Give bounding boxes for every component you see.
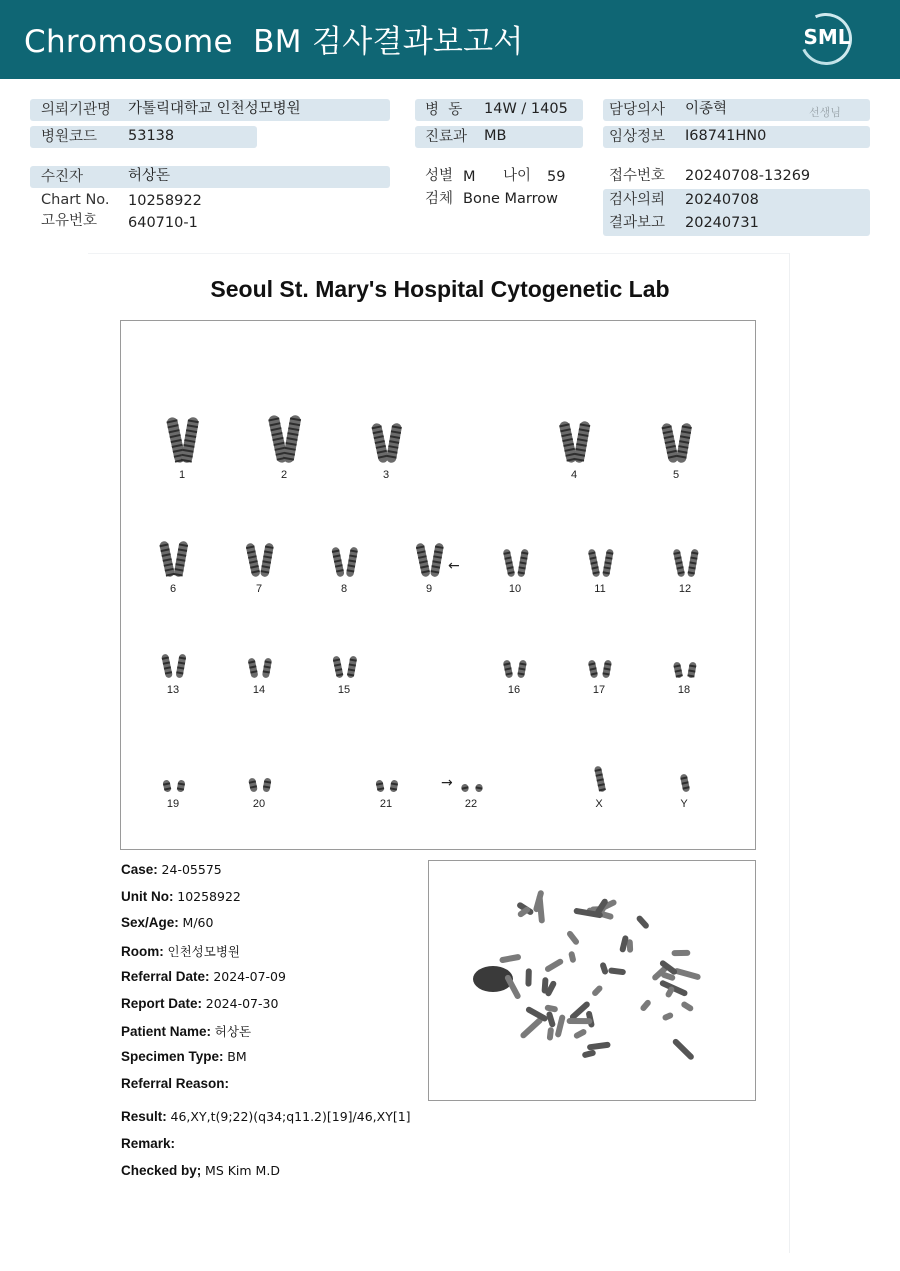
metaphase-chromosome [544, 958, 564, 973]
metaphase-chromosome [499, 954, 521, 964]
hospital-code-label: 병원코드 [41, 129, 98, 145]
chromosome-label-21: 21 [379, 798, 393, 810]
checked-by-field [121, 1163, 280, 1178]
chromosome-pair-12 [673, 549, 699, 578]
sex-value: M [463, 169, 476, 185]
metaphase-chromosome [547, 1027, 555, 1041]
chromosome-pair-11 [588, 549, 614, 578]
chr22-arrow-icon: → [441, 775, 453, 791]
chromosome-pair-8 [331, 547, 358, 578]
ward-label: 병 동 [425, 102, 463, 118]
chromatid [262, 777, 271, 792]
report-header [0, 0, 900, 79]
chromosome-label-X: X [595, 798, 603, 810]
chromosome-pair-7 [245, 542, 274, 577]
chromosome-label-17: 17 [592, 684, 606, 696]
chromosome-pair-17 [588, 659, 612, 678]
unique-no-label: 고유번호 [41, 213, 98, 229]
logo-text: SML [803, 25, 851, 49]
chromosome-pair-6 [159, 540, 189, 577]
metaphase-chromosome [672, 1038, 696, 1061]
chromatid [177, 779, 186, 792]
sml-logo [800, 13, 854, 67]
chromosome-pair-14 [247, 657, 272, 678]
receipt-no-label: 접수번호 [609, 168, 666, 184]
metaphase-chromosome [582, 1049, 597, 1058]
patient-value: 허상돈 [128, 168, 171, 184]
report-date-label: Report Date: [121, 996, 203, 1011]
department-label: 진료과 [425, 129, 468, 145]
result-report-label: 결과보고 [609, 215, 666, 231]
patient-pill [30, 166, 390, 188]
metaphase-chromosome [639, 999, 652, 1013]
chromosome-label-9: 9 [425, 583, 433, 595]
chromosome-pair-2 [268, 414, 302, 463]
chromosome-pair-Y [680, 773, 691, 792]
doctor-label: 담당의사 [609, 102, 666, 118]
metaphase-chromosome [568, 951, 577, 964]
unit-no-value: 10258922 [177, 889, 241, 904]
hospital-code-value: 53138 [128, 128, 175, 144]
report-title: Chromosome BM 검사결과보고서 [24, 24, 524, 60]
chromosome-label-12: 12 [678, 583, 692, 595]
metaphase-chromosome [566, 930, 580, 946]
chromosome-pair-3 [371, 422, 402, 463]
chromosome-pair-4 [558, 420, 590, 463]
referral-reason-field [121, 1076, 229, 1091]
test-request-label: 검사의뢰 [609, 192, 666, 208]
chromosome-pair-1 [166, 416, 200, 463]
doctor-value: 이종혁 [685, 101, 728, 117]
chromosome-label-7: 7 [255, 583, 263, 595]
sex-age-field [121, 915, 213, 930]
case-label: Case: [121, 862, 158, 877]
metaphase-chromosome [673, 967, 701, 980]
chromosome-label-Y: Y [680, 798, 688, 810]
chromosome-pair-22 [461, 783, 483, 792]
remark-field [121, 1136, 175, 1151]
chromosome-pair-16 [503, 659, 527, 678]
metaphase-chromosome [541, 977, 548, 994]
chromosome-pair-13 [161, 654, 186, 679]
chromatid [375, 779, 384, 792]
unit-no-label: Unit No: [121, 889, 174, 904]
referral-date-value: 2024-07-09 [213, 969, 286, 984]
sex-age-label: Sex/Age: [121, 915, 179, 930]
patient-name-label: Patient Name: [121, 1024, 212, 1039]
room-label: Room: [121, 944, 164, 959]
chromosome-label-18: 18 [677, 684, 691, 696]
metaphase-chromosome [555, 1014, 566, 1038]
specimen-type-field [121, 1049, 247, 1064]
age-value: 59 [547, 169, 566, 185]
chromosome-label-10: 10 [508, 583, 522, 595]
chromosome-label-20: 20 [252, 798, 266, 810]
chromatid [162, 779, 171, 792]
room-field [121, 942, 240, 960]
clinical-info-label: 임상정보 [609, 129, 666, 145]
chromosome-label-16: 16 [507, 684, 521, 696]
chart-no-label: Chart No. [41, 192, 110, 208]
chromosome-label-5: 5 [672, 469, 680, 481]
referral-reason-label: Referral Reason: [121, 1076, 230, 1091]
sex-age-value: M/60 [182, 915, 214, 930]
department-value: MB [484, 128, 507, 144]
chromosome-pair-15 [332, 656, 357, 679]
ward-value: 14W / 1405 [484, 101, 568, 117]
age-label: 나이 [503, 168, 532, 184]
referral-date-field [121, 969, 286, 984]
lab-title: Seoul St. Mary's Hospital Cytogenetic Lab [210, 276, 670, 302]
report-date-field [121, 996, 278, 1011]
metaphase-chromosome [608, 967, 626, 975]
patient-name-value: 허상돈 [214, 1024, 252, 1039]
requesting-org-label: 의뢰기관명 [41, 102, 112, 118]
chromosome-label-22: 22 [464, 798, 478, 810]
specimen-type-value: BM [227, 1049, 247, 1064]
metaphase-chromosome [635, 914, 650, 929]
result-label: Result: [121, 1109, 167, 1124]
result-report-value: 20240731 [685, 215, 759, 231]
case-field [121, 862, 222, 877]
chromosome-pair-19 [162, 779, 185, 792]
chart-no-value: 10258922 [128, 193, 202, 209]
metaphase-chromosome [519, 1016, 544, 1039]
chromatid [390, 779, 399, 792]
chromatid [248, 777, 258, 792]
metaphase-chromosome [525, 968, 531, 986]
chr9-arrow-icon: ← [448, 558, 460, 574]
checked-by-value: MS Kim M.D [205, 1163, 280, 1178]
chromosome-label-14: 14 [252, 684, 266, 696]
metaphase-panel [428, 860, 756, 1101]
receipt-no-value: 20240708-13269 [685, 168, 811, 184]
chromosome-label-6: 6 [169, 583, 177, 595]
chromosome-label-15: 15 [337, 684, 351, 696]
chromosome-label-3: 3 [382, 469, 390, 481]
chromosome-pair-21 [375, 779, 398, 792]
chromosome-pair-20 [248, 777, 272, 792]
patient-name-field [121, 1022, 251, 1040]
chromosome-pair-18 [673, 661, 697, 678]
metaphase-chromosome [544, 1004, 558, 1012]
doctor-suffix: 선생님 [809, 106, 841, 119]
chromosome-label-19: 19 [166, 798, 180, 810]
metaphase-chromosome [573, 1028, 588, 1040]
metaphase-chromosome [672, 950, 691, 956]
chromosome-label-1: 1 [178, 469, 186, 481]
metaphase-chromosome [599, 962, 609, 976]
unique-no-value: 640710-1 [128, 215, 198, 231]
chromosome-label-4: 4 [570, 469, 578, 481]
metaphase-chromosome [587, 1042, 611, 1051]
specimen-type-label: Specimen Type: [121, 1049, 224, 1064]
chromosome-pair-5 [661, 422, 692, 463]
metaphase-chromosome [591, 984, 604, 997]
checked-by-label: Checked by; [121, 1163, 202, 1178]
chromosome-label-2: 2 [280, 469, 288, 481]
patient-label: 수진자 [41, 169, 84, 185]
chromosome-pair-X [594, 766, 606, 793]
result-value: 46,XY,t(9;22)(q34;q11.2)[19]/46,XY[1] [170, 1109, 411, 1124]
specimen-label: 검체 [425, 191, 454, 207]
room-value: 인천성모병원 [167, 944, 240, 959]
unit-no-field [121, 889, 241, 904]
clinical-info-value: I68741HN0 [685, 128, 767, 144]
test-request-value: 20240708 [685, 192, 759, 208]
chromosome-label-11: 11 [594, 583, 606, 595]
chromosome-label-13: 13 [166, 684, 180, 696]
sex-label: 성별 [425, 168, 454, 184]
chromatid [573, 420, 591, 463]
metaphase-chromosome [567, 1018, 593, 1024]
result-field [121, 1109, 411, 1124]
chromosome-label-8: 8 [340, 583, 348, 595]
metaphase-chromosome [680, 1000, 694, 1012]
report-date-value: 2024-07-30 [205, 996, 279, 1011]
remark-label: Remark: [121, 1136, 176, 1151]
metaphase-chromosome [662, 1012, 675, 1022]
chromosome-pair-10 [503, 549, 529, 578]
specimen-value: Bone Marrow [463, 191, 559, 207]
case-value: 24-05575 [161, 862, 222, 877]
metaphase-image [429, 861, 755, 1100]
chromosome-pair-9 [415, 542, 444, 577]
referral-date-label: Referral Date: [121, 969, 210, 984]
requesting-org-value: 가톨릭대학교 인천성모병원 [128, 101, 301, 117]
